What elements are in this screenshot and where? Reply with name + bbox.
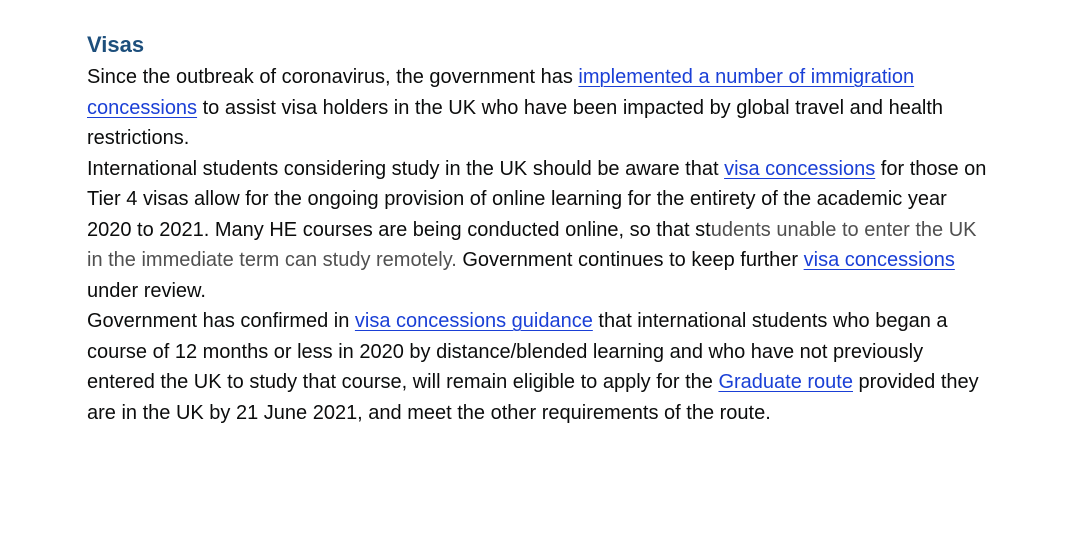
text-span: International students considering study in the UK should be aware that [87,157,725,180]
section-heading: Visas [87,32,145,57]
visa-concessions-review-link[interactable]: visa concessions [803,249,955,271]
text-span: Since the outbreak of coronavirus, the government has [87,66,579,88]
graduate-route-link[interactable]: Graduate route [718,371,853,393]
paragraph-concessions-intro [87,62,987,154]
paragraph-international-students [87,154,987,307]
paragraph-graduate-route [87,306,987,428]
text-span: for those on Tier 4 visas allow for the ongoing provision of online learning for the entirety of the academic year 2020 to 2021. Many HE courses are being conducted online, so that st [87,157,987,241]
text-span: under review. [87,279,206,302]
text-span: Government continues to keep further [456,249,804,271]
text-span: Government has confirmed in [87,310,355,332]
text-span-grey: udents unable to enter the UK in the immediate term can study remotely. [87,218,977,271]
visa-concessions-guidance-link[interactable]: visa concessions guidance [354,310,593,332]
text-span: to assist visa holders in the UK who have been impacted by global travel and health restrictions. [87,96,944,149]
immigration-concessions-link[interactable]: implemented a number of immigration concessions [87,66,915,119]
visas-section [87,28,987,428]
text-span: provided they are in the UK by 21 June 2021, and meet the other requirements of the route. [87,371,979,424]
text-span: that international students who began a course of 12 months or less in 2020 by distance/blended learning and who have not previously entered the UK to study that course, will remain eligible to apply for the [87,310,948,393]
visa-concessions-link[interactable]: visa concessions [724,157,876,180]
